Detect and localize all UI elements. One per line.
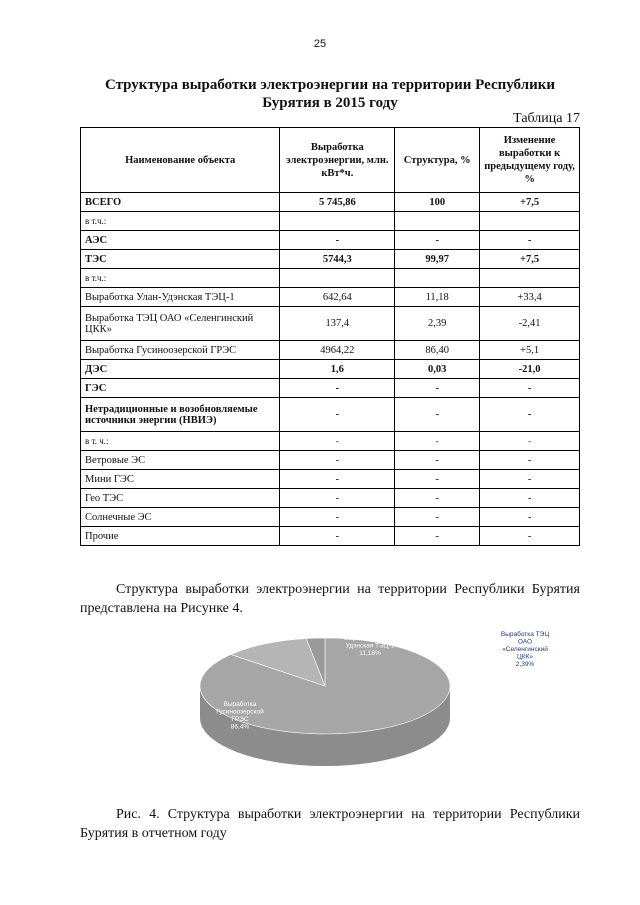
table-row: [81, 360, 580, 379]
row-change-cell: +7,5: [480, 193, 580, 212]
row-change-cell: [480, 269, 580, 288]
row-share-cell: 2,39: [395, 307, 480, 341]
row-share-cell: 86,40: [395, 341, 480, 360]
row-share-cell: -: [395, 527, 480, 546]
row-name-cell: Нетрадиционные и возобновляемые источники энергии (НВИЭ): [81, 398, 280, 432]
header-change: Изменение выработки к предыдущему году, %: [480, 128, 580, 193]
row-production-cell: 137,4: [280, 307, 395, 341]
row-name-cell: Выработка Улан-Удэнская ТЭЦ-1: [81, 288, 280, 307]
row-share-cell: -: [395, 398, 480, 432]
table-row: [81, 341, 580, 360]
row-production-cell: 1,6: [280, 360, 395, 379]
row-share-cell: -: [395, 470, 480, 489]
row-production-cell: -: [280, 527, 395, 546]
row-change-cell: -: [480, 379, 580, 398]
row-share-cell: 0,03: [395, 360, 480, 379]
row-production-cell: 642,64: [280, 288, 395, 307]
production-table: [80, 127, 580, 546]
table-row: [81, 288, 580, 307]
row-name-cell: в т.ч.:: [81, 269, 280, 288]
row-change-cell: -: [480, 451, 580, 470]
table-row: [81, 307, 580, 341]
row-share-cell: -: [395, 489, 480, 508]
row-change-cell: -: [480, 489, 580, 508]
row-share-cell: -: [395, 508, 480, 527]
row-change-cell: -: [480, 432, 580, 451]
pie-data-label: Выработка ТЭЦ ОАО «Селенгинский ЦКК» 2,39%: [500, 631, 550, 668]
row-name-cell: ДЭС: [81, 360, 280, 379]
header-share: Структура, %: [395, 128, 480, 193]
row-name-cell: Прочие: [81, 527, 280, 546]
table-label: Таблица 17: [513, 111, 580, 126]
body-paragraph: Структура выработки электроэнергии на территории Республики Бурятия представлена на Рисунке 4.: [80, 582, 580, 616]
page-number: 25: [313, 38, 327, 50]
row-change-cell: [480, 212, 580, 231]
row-name-cell: АЭС: [81, 231, 280, 250]
row-share-cell: 100: [395, 193, 480, 212]
row-production-cell: -: [280, 451, 395, 470]
pie-data-label: Выработка Гусиноозерской ГРЭС 86,4%: [216, 701, 264, 731]
row-production-cell: [280, 269, 395, 288]
row-change-cell: +5,1: [480, 341, 580, 360]
row-name-cell: Солнечные ЭС: [81, 508, 280, 527]
table-row: [81, 432, 580, 451]
row-production-cell: -: [280, 231, 395, 250]
row-share-cell: -: [395, 432, 480, 451]
row-name-cell: Мини ГЭС: [81, 470, 280, 489]
figure-caption: Рис. 4. Структура выработки электроэнергии на территории Республики Бурятия в отчетном году: [80, 807, 580, 841]
table-row: [81, 508, 580, 527]
row-change-cell: +33,4: [480, 288, 580, 307]
row-change-cell: +7,5: [480, 250, 580, 269]
row-name-cell: в т. ч.:: [81, 432, 280, 451]
row-change-cell: -21,0: [480, 360, 580, 379]
row-production-cell: 5744,3: [280, 250, 395, 269]
header-object-name: Наименование объекта: [81, 128, 280, 193]
row-change-cell: -: [480, 398, 580, 432]
table-body: [81, 193, 580, 546]
table-row: [81, 193, 580, 212]
row-production-cell: [280, 212, 395, 231]
row-name-cell: Гео ТЭС: [81, 489, 280, 508]
row-name-cell: ВСЕГО: [81, 193, 280, 212]
table-row: [81, 470, 580, 489]
row-production-cell: -: [280, 508, 395, 527]
row-production-cell: -: [280, 398, 395, 432]
row-change-cell: -: [480, 508, 580, 527]
row-share-cell: 99,97: [395, 250, 480, 269]
row-change-cell: -2,41: [480, 307, 580, 341]
row-share-cell: -: [395, 231, 480, 250]
pie-data-label: Выработка Улан-Удэнская ТЭЦ-1 11,18%: [344, 635, 396, 657]
row-name-cell: ГЭС: [81, 379, 280, 398]
row-name-cell: Выработка Гусиноозерской ГРЭС: [81, 341, 280, 360]
row-production-cell: -: [280, 489, 395, 508]
row-production-cell: -: [280, 432, 395, 451]
row-share-cell: -: [395, 379, 480, 398]
row-share-cell: -: [395, 451, 480, 470]
document-title: Структура выработки электроэнергии на территории Республики Бурятия в 2015 году: [104, 77, 556, 111]
row-production-cell: -: [280, 379, 395, 398]
row-share-cell: 11,18: [395, 288, 480, 307]
row-change-cell: -: [480, 231, 580, 250]
row-production-cell: 5 745,86: [280, 193, 395, 212]
row-name-cell: в т.ч.:: [81, 212, 280, 231]
row-name-cell: ТЭС: [81, 250, 280, 269]
header-production: Выработка электроэнергии, млн. кВт*ч.: [280, 128, 395, 193]
row-production-cell: 4964,22: [280, 341, 395, 360]
table-row: [81, 379, 580, 398]
pie-chart-svg: [80, 624, 580, 794]
table-row: [81, 451, 580, 470]
table-row: [81, 250, 580, 269]
row-share-cell: [395, 269, 480, 288]
table-row: [81, 527, 580, 546]
row-name-cell: Выработка ТЭЦ ОАО «Селенгинский ЦКК»: [81, 307, 280, 341]
row-production-cell: -: [280, 470, 395, 489]
table-row: [81, 398, 580, 432]
pie-chart: [80, 624, 580, 794]
row-change-cell: -: [480, 470, 580, 489]
row-change-cell: -: [480, 527, 580, 546]
row-name-cell: Ветровые ЭС: [81, 451, 280, 470]
table-row: [81, 231, 580, 250]
table-row: [81, 269, 580, 288]
row-share-cell: [395, 212, 480, 231]
table-row: [81, 212, 580, 231]
table-row: [81, 489, 580, 508]
